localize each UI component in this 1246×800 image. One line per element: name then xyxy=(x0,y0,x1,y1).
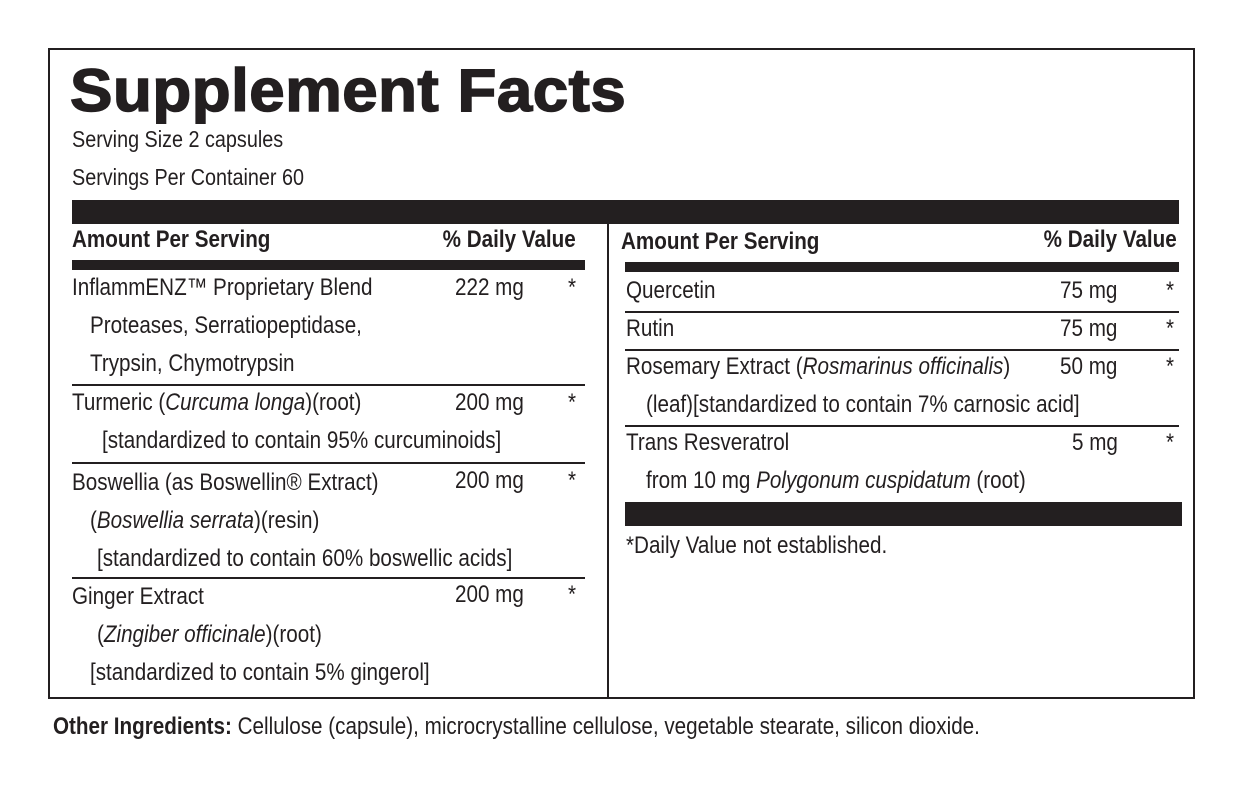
ingredient-name: Ginger Extract xyxy=(72,583,204,610)
right-header-amount: Amount Per Serving xyxy=(621,228,820,255)
ingredient-name: InflammENZ™ Proprietary Blend xyxy=(72,274,373,301)
ingredient-dv: * xyxy=(568,274,577,301)
other-ingredients-label: Other Ingredients: xyxy=(53,713,232,740)
ingredient-name: Turmeric (Curcuma longa)(root) xyxy=(72,389,362,416)
ingredient-amount: 50 mg xyxy=(1060,353,1118,380)
row-rule xyxy=(72,577,585,579)
serving-size: Serving Size 2 capsules xyxy=(72,126,284,152)
ingredient-name: Trans Resveratrol xyxy=(626,429,790,456)
ingredient-name: Quercetin xyxy=(626,277,716,304)
left-header-dv: % Daily Value xyxy=(442,226,576,253)
row-rule xyxy=(625,425,1179,427)
ingredient-detail: (leaf)[standardized to contain 7% carnosic acid] xyxy=(646,391,1080,418)
ingredient-detail: [standardized to contain 5% gingerol] xyxy=(90,659,430,686)
ingredient-detail: from 10 mg Polygonum cuspidatum (root) xyxy=(646,467,1026,494)
ingredient-detail: Trypsin, Chymotrypsin xyxy=(90,350,295,377)
ingredient-name: Rutin xyxy=(626,315,675,342)
ingredient-amount: 5 mg xyxy=(1072,429,1118,456)
ingredient-name: Boswellia (as Boswellin® Extract) xyxy=(72,469,379,496)
top-thick-bar xyxy=(72,200,1179,224)
ingredient-detail: (Boswellia serrata)(resin) xyxy=(90,507,320,534)
row-rule xyxy=(625,311,1179,313)
column-divider xyxy=(607,224,609,697)
ingredient-amount: 222 mg xyxy=(455,274,524,301)
ingredient-amount: 200 mg xyxy=(455,467,524,494)
left-header-amount: Amount Per Serving xyxy=(72,226,271,253)
ingredient-detail: (Zingiber officinale)(root) xyxy=(97,621,322,648)
right-header-dv: % Daily Value xyxy=(1043,226,1177,253)
right-header-bar xyxy=(625,262,1179,272)
other-ingredients xyxy=(53,713,980,741)
left-header-bar xyxy=(72,260,585,270)
ingredient-dv: * xyxy=(1166,315,1175,342)
servings-per-container: Servings Per Container 60 xyxy=(72,164,304,190)
panel-title: Supplement Facts xyxy=(70,57,627,124)
ingredient-name: Rosemary Extract (Rosmarinus officinalis) xyxy=(626,353,1011,380)
supplement-facts-panel xyxy=(48,48,1195,699)
ingredient-dv: * xyxy=(568,467,577,494)
ingredient-amount: 200 mg xyxy=(455,581,524,608)
ingredient-dv: * xyxy=(1166,429,1175,456)
ingredient-detail: Proteases, Serratiopeptidase, xyxy=(90,312,362,339)
ingredient-dv: * xyxy=(1166,353,1175,380)
ingredient-dv: * xyxy=(568,581,577,608)
ingredient-amount: 200 mg xyxy=(455,389,524,416)
other-ingredients-text: Cellulose (capsule), microcrystalline cellulose, vegetable stearate, silicon dioxide. xyxy=(231,713,980,740)
ingredient-detail: [standardized to contain 95% curcuminoids] xyxy=(102,427,502,454)
ingredient-dv: * xyxy=(1166,277,1175,304)
ingredient-detail: [standardized to contain 60% boswellic acids] xyxy=(97,545,513,572)
ingredient-amount: 75 mg xyxy=(1060,277,1118,304)
row-rule xyxy=(72,384,585,386)
row-rule xyxy=(72,462,585,464)
ingredient-dv: * xyxy=(568,389,577,416)
ingredient-amount: 75 mg xyxy=(1060,315,1118,342)
bottom-thick-bar xyxy=(625,502,1182,526)
footnote: *Daily Value not established. xyxy=(626,532,888,559)
row-rule xyxy=(625,349,1179,351)
